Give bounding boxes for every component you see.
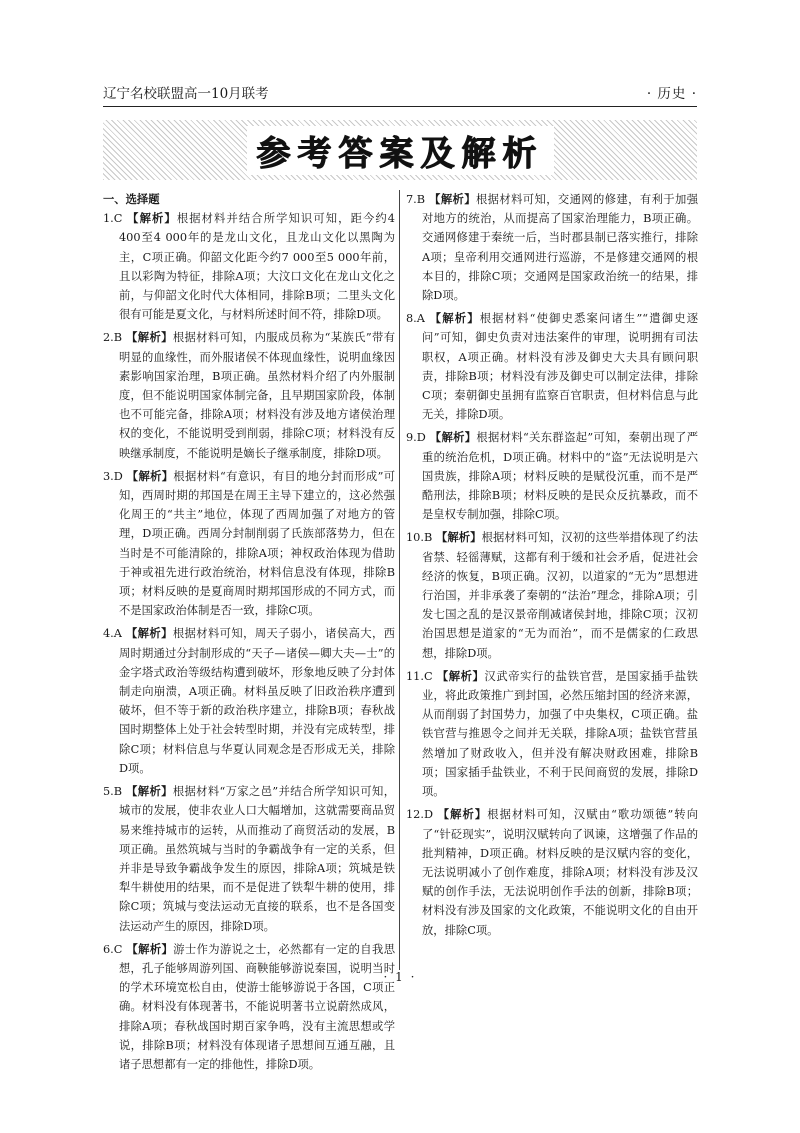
title-banner [103,120,697,180]
answer-number: 12.D [406,808,434,822]
answer-text: 根据材料可知，内服成员称为“某族氏”带有明显的血缘性，而外服诸侯不体现血缘性，说明血缘因素影响国家治理，B项正确。虽然材料介绍了内外服制度，但不能说明国家体制完备，且早期国家阶段，体制也不可能完备，排除A项；材料没有涉及地方诸侯治理权的变化，不能说明受到削弱，排除C项；材料没有反映继承制度，不能说明是嫡长子继承制度，排除D项。 [119,331,395,460]
answer-text: 根据材料可知，汉初的这些举措体现了约法省禁、轻徭薄赋，这都有利于缓和社会矛盾，促进社会经济的恢复，B项正确。汉初，以道家的“无为”思想进行治国，并非承袭了秦朝的“法治”理念，排除A项；引发七国之乱的是汉景帝削减诸侯封地，排除C项；汉初治国思想是道家的“无为而治”，而不是儒家的仁政思想，排除D项。 [422,531,698,660]
analysis-tag: 【解析】 [429,312,480,326]
analysis-tag: 【解析】 [429,431,477,445]
answer-number: 7.B [406,193,426,206]
answer-item-2 [103,328,395,462]
left-column [103,190,395,1078]
answer-text: 根据材料并结合所学知识可知，距今约4 400至4 000年的是龙山文化，且龙山文化以黑陶为主，C项正确。仰韶文化距今约7 000至5 000年前，且以彩陶为特征，排除A项；大汶口文化在龙山文化之前，与仰韶文化时代大体相同，排除B项；二里头文化很有可能是夏文化，与材料所述时间不符，排除D项。 [119,212,395,322]
answer-text: 根据材料可知，周天子弱小，诸侯高大，西周时期通过分封制形成的“天子—诸侯—卿大夫—士”的金字塔式政治等级结构遭到破坏，形象地反映了分封体制走向崩溃，A项正确。材料虽反映了旧政治秩序遭到破坏，但不等于新的政治秩序建立，排除B项；春秋战国时期整体上处于社会转型时期，并没有完成转型，排除C项；材料信息与华夏认同观念是否形成无关，排除D项。 [119,627,395,775]
answer-item-1 [103,209,395,324]
analysis-tag: 【解析】 [429,193,476,206]
answer-number: 9.D [406,431,426,445]
answer-number: 5.B [103,785,123,799]
analysis-tag: 【解析】 [126,942,174,956]
section-heading: 一、选择题 [103,193,160,206]
analysis-tag: 【解析】 [125,627,173,641]
answer-item-9 [406,428,698,524]
subject-label: · 历史 · [646,86,697,102]
analysis-tag: 【解析】 [127,212,177,226]
answer-number: 6.C [103,942,123,956]
answer-item-8 [406,309,698,424]
answer-number: 2.B [103,331,123,345]
answer-text: 根据材料“关东群盗起”可知，秦朝出现了严重的统治危机，D项正确。材料中的“盗”无法说明是六国贵族，排除A项；材料反映的是赋役沉重，而不是严酷刑法，排除B项；材料反映的是民众反抗暴政，而不是皇权专制加强，排除C项。 [422,431,698,522]
answer-text: 根据材料“有意识，有目的地分封而形成”可知，西周时期的邦国是在周王主导下建立的，这必然强化周王的“共主”地位，体现了西周加强了对地方的管理，D项正确。西周分封制削弱了氏族部落势力，但在当时是不可能清除的，排除A项；神权政治体现为借助于神或祖先进行政治统治，材料信息没有体现，排除B项；材料反映的是夏商周时期邦国形成的不同方式，而不是国家政治体制是否一致，排除C项。 [119,469,395,618]
answer-item-12 [406,805,698,939]
answer-item-4 [103,624,395,778]
answer-number: 4.A [103,627,122,641]
page-header [103,84,697,107]
answer-number: 1.C [103,212,123,226]
answer-item-3 [103,467,395,621]
answer-item-7 [406,190,698,305]
analysis-tag: 【解析】 [126,331,173,345]
answer-item-10 [406,528,698,662]
analysis-tag: 【解析】 [435,531,482,545]
page-number: · 1 · [383,970,417,984]
answer-item-6 [103,940,395,1074]
analysis-tag: 【解析】 [126,469,174,483]
answer-number: 11.C [406,669,433,683]
answer-number: 10.B [406,531,433,545]
answer-text: 根据材料“万家之邑”并结合所学知识可知，城市的发展，使非农业人口大幅增加，这就需要商品贸易来维持城市的运转，从而推动了商贸活动的发展，B项正确。虽然筑城与当时的争霸战争有一定的关系，但并非是导致争霸战争发生的原因，排除A项；筑城是铁犁牛耕使用的结果，而不是促进了铁犁牛耕的使用，排除C项；筑城与变法运动无直接的联系，也不是各国变法运动产生的原因，排除D项。 [119,785,395,933]
analysis-tag: 【解析】 [126,785,173,799]
page-title: 参考答案及解析 [247,126,554,175]
answer-text: 根据材料可知，交通网的修建，有利于加强对地方的统治，从而提高了国家治理能力，B项正确。交通网修建于秦统一后，当时郡县制已落实推行，排除A项；皇帝利用交通网进行巡游，不是修建交通网的根本目的，排除C项；交通网是国家政治统一的结果，排除D项。 [422,193,698,303]
answer-item-5 [103,782,395,936]
answer-item-11 [406,667,698,801]
column-divider [399,190,400,970]
answer-number: 3.D [103,469,123,483]
answer-text: 游士作为游说之士，必然都有一定的自我思想，孔子能够周游列国、商鞅能够游说秦国，说明当时的学术环境宽松自由，使游士能够游说于各国，C项正确。材料没有体现著书，不能说明著书立说蔚然成风，排除A项；春秋战国时期百家争鸣，没有主流思想或学说，排除B项；材料没有体现诸子思想间互通互融，且诸子思想都有一定的排他性，排除D项。 [119,942,395,1071]
analysis-tag: 【解析】 [437,808,488,822]
answer-text: 根据材料“使御史悉案问诸生”“遣御史逐问”可知，御史负责对违法案件的审理，说明拥有司法职权，A项正确。材料没有涉及御史大夫具有顾问职责，排除B项；材料没有涉及御史可以制定法律，排除C项；秦朝御史虽拥有监察百官职责，但材料信息与此无关，排除D项。 [422,312,699,422]
exam-title: 辽宁名校联盟高一10月联考 [103,86,269,102]
answer-number: 8.A [406,312,425,326]
right-column [406,190,698,944]
analysis-tag: 【解析】 [436,669,485,683]
answer-text: 根据材料可知，汉赋由“歌功颂德”转向了“针砭现实”，说明汉赋转向了讽谏，这增强了作品的批判精神，D项正确。材料反映的是汉赋内容的变化，无法说明减小了创作难度，排除A项；材料没有涉及汉赋的创作手法，无法说明创作手法的创新，排除B项；材料没有涉及国家的文化政策，不能说明文化的自由开放，排除C项。 [422,808,698,937]
answer-text: 汉武帝实行的盐铁官营，是国家插手盐铁业，将此政策推广到封国，必然压缩封国的经济来源，从而削弱了封国势力，加强了中央集权，C项正确。盐铁官营与推恩令之间并无关联，排除A项；盐铁官营虽然增加了财政收入，但并没有解决财政困难，排除B项；国家插手盐铁业，不利于民间商贸的发展，排除D项。 [422,669,698,799]
